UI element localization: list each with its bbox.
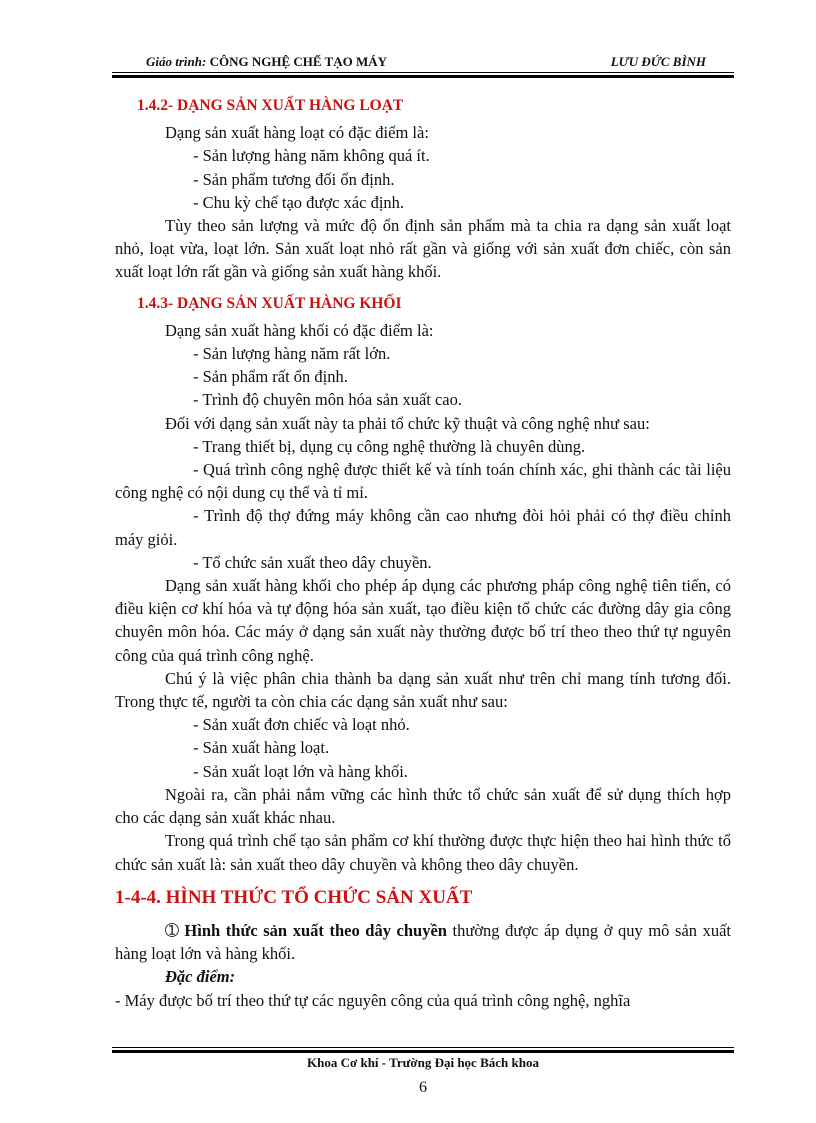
page-body xyxy=(115,86,731,1012)
section-142-bullet: - Chu kỳ chế tạo được xác định. xyxy=(193,192,405,212)
section-143-paragraph: Chú ý là việc phân chia thành ba dạng sản xuất như trên chỉ mang tính tương đối. Trong thực tế, người ta còn chia các dạng sản xuất như sau: xyxy=(115,668,731,712)
section-143-type: - Sản xuất hàng loạt. xyxy=(193,738,330,758)
section-143-paragraph: Dạng sản xuất hàng khối cho phép áp dụng các phương pháp công nghệ tiên tiến, có điều kiện cơ khí hóa và tự động hóa sản xuất, tạo điều kiện tổ chức các đường dây gia công chuyên môn hóa. Các máy ở dạng sản xuất này thường được bố trí theo theo thứ tự nguyên công của quá trình công nghệ. xyxy=(115,576,731,665)
header-title-prefix: Giáo trình: xyxy=(146,54,207,69)
header-rule-thin xyxy=(112,72,734,73)
header-author: LƯU ĐỨC BÌNH xyxy=(610,54,706,69)
section-142-bullet: - Sản lượng hàng năm không quá ít. xyxy=(193,146,430,166)
header-title: CÔNG NGHỆ CHẾ TẠO MÁY xyxy=(209,54,388,69)
page-number: 6 xyxy=(419,1079,427,1096)
footer-rule-thin xyxy=(112,1047,734,1048)
section-143-org-item: - Trang thiết bị, dụng cụ công nghệ thường là chuyên dùng. xyxy=(193,436,586,456)
section-143-type: - Sản xuất loạt lớn và hàng khối. xyxy=(193,761,408,781)
section-144-feature: - Máy được bố trí theo thứ tự các nguyên công của quá trình công nghệ, nghĩa xyxy=(115,990,631,1010)
features-label-text: Đặc điểm: xyxy=(165,967,236,987)
section-142-heading: 1.4.2- DẠNG SẢN XUẤT HÀNG LOẠT xyxy=(137,97,404,114)
section-144-lead-rest: thường được áp dụng ở quy mô sản xuất hàng loạt lớn và hàng khối. xyxy=(115,920,732,964)
header-course-title xyxy=(146,54,387,70)
section-143-type: - Sản xuất đơn chiếc và loạt nhỏ. xyxy=(193,715,410,735)
section-144-bold-lead: Hình thức sản xuất theo dây chuyền xyxy=(184,920,447,940)
section-142-paragraph: Tùy theo sản lượng và mức độ ổn định sản phẩm mà ta chia ra dạng sản xuất loạt nhỏ, loạt vừa, loạt lớn. Sản xuất loạt nhỏ rất gần và giống với sản xuất đơn chiếc, còn sản xuất loạt lớn rất gần và giống sản xuất hàng khối. xyxy=(115,216,731,282)
section-143-paragraph: Trong quá trình chế tạo sản phẩm cơ khí thường được thực hiện theo hai hình thức tổ chức sản xuất là: sản xuất theo dây chuyền và không theo dây chuyền. xyxy=(115,831,731,874)
section-143-paragraph: Ngoài ra, cần phải nắm vững các hình thức tổ chức sản xuất để sử dụng thích hợp cho các dạng sản xuất khác nhau. xyxy=(115,784,731,828)
section-142-intro: Dạng sản xuất hàng loạt có đặc điểm là: xyxy=(165,123,429,143)
header-rule-thick xyxy=(112,75,734,78)
section-143-intro: Dạng sản xuất hàng khối có đặc điểm là: xyxy=(165,320,434,340)
section-143-org-item: - Trình độ thợ đứng máy không cần cao nhưng đòi hỏi phải có thợ điều chỉnh máy giỏi. xyxy=(115,506,731,549)
section-144-features-label xyxy=(115,965,731,988)
footer-institution: Khoa Cơ khí - Trường Đại học Bách khoa xyxy=(307,1055,539,1070)
section-142-bullet: - Sản phẩm tương đối ổn định. xyxy=(193,169,395,189)
section-144-lead xyxy=(115,919,731,965)
section-143-heading: 1.4.3- DẠNG SẢN XUẤT HÀNG KHỐI xyxy=(137,294,402,312)
section-143-org-item: - Tổ chức sản xuất theo dây chuyền. xyxy=(193,552,432,572)
circled-one-icon: ➀ xyxy=(165,920,179,940)
section-143-bullet: - Trình độ chuyên môn hóa sản xuất cao. xyxy=(193,390,463,410)
page-header xyxy=(112,50,734,72)
section-144-heading: 1-4-4. HÌNH THỨC TỔ CHỨC SẢN XUẤT xyxy=(115,886,473,908)
footer-rule-thick xyxy=(112,1050,734,1053)
section-143-bullet: - Sản phẩm rất ổn định. xyxy=(193,367,348,387)
section-143-org-intro: Đối với dạng sản xuất này ta phải tổ chức kỹ thuật và công nghệ như sau: xyxy=(165,413,650,433)
section-143-bullet: - Sản lượng hàng năm rất lớn. xyxy=(193,344,391,364)
section-143-org-item: - Quá trình công nghệ được thiết kế và tính toán chính xác, ghi thành các tài liệu công nghệ có nội dung cụ thể và tỉ mỉ. xyxy=(115,460,731,503)
